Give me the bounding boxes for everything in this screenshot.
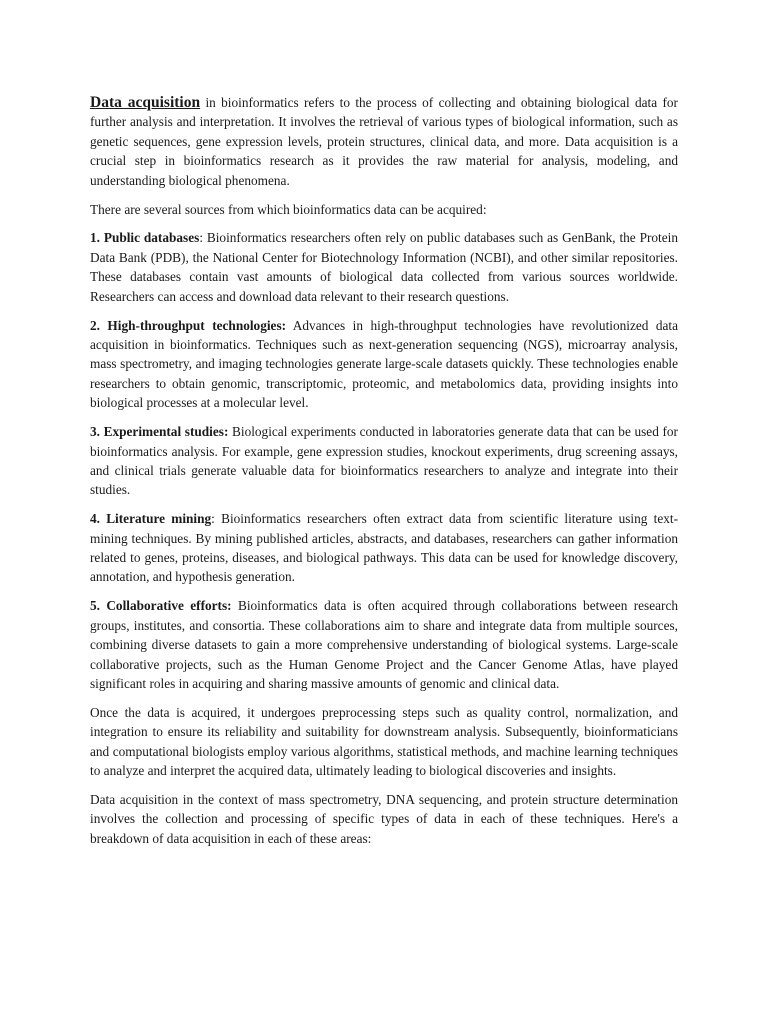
- source-item-literature-mining: [90, 509, 678, 587]
- intro-paragraph: [90, 93, 678, 190]
- item-text: Biological experiments conducted in laboratories generate data that can be used for bioinformatics analysis. For example, gene expression studies, knockout experiments, drug screening assays, and clinical trials generate valuable data for bioinformatics researchers to analyze and integrate into their studies.: [90, 424, 678, 498]
- source-item-collaborative-efforts: [90, 596, 678, 693]
- source-item-experimental-studies: [90, 422, 678, 500]
- item-text: Advances in high-throughput technologies have revolutionized data acquisition in bioinformatics. Techniques such as next-generation sequencing (NGS), microarray analysis, mass spectrometry, and imaging technologies generate large-scale datasets quickly. These technologies enable researchers to obtain genomic, transcriptomic, proteomic, and metabolomics data, providing insights into biological processes at a molecular level.: [90, 317, 679, 411]
- item-label: 1. Public databases: [90, 230, 200, 246]
- item-label: 5. Collaborative efforts:: [90, 598, 232, 614]
- item-label: 4. Literature mining: [90, 511, 212, 527]
- processing-paragraph: Once the data is acquired, it undergoes preprocessing steps such as quality control, normalization, and integration to ensure its reliability and suitability for downstream analysis. Subsequently, bioinformaticians and computational biologists employ various algorithms, statistical methods, and machine learning techniques to analyze and interpret the acquired data, ultimately leading to biological discoveries and insights.: [90, 704, 678, 779]
- closing-paragraph: Data acquisition in the context of mass spectrometry, DNA sequencing, and protein structure determination involves the collection and processing of specific types of data in each of these techniques. Here's a breakdown of data acquisition in each of these areas:: [90, 792, 678, 846]
- sources-intro-paragraph: There are several sources from which bioinformatics data can be acquired:: [90, 201, 487, 217]
- source-item-public-databases: [90, 228, 678, 306]
- item-label: 3. Experimental studies:: [90, 424, 229, 440]
- item-text: Bioinformatics data is often acquired through collaborations between research groups, institutes, and consortia. These collaborations aim to share and integrate data from multiple sources, combining diverse datasets to gain a more comprehensive understanding of biological systems. Large-scale collaborative projects, such as the Human Genome Project and the Cancer Genome Atlas, have played significant roles in acquiring and sharing massive amounts of genomic and clinical data.: [90, 598, 678, 691]
- item-label: 2. High-throughput technologies:: [90, 317, 287, 333]
- item-text: : Bioinformatics researchers often rely on public databases such as GenBank, the Protein Data Bank (PDB), the National Center for Biotechnology Information (NCBI), and other similar repositories. These databases contain vast amounts of biological data collected from various sources worldwide. Researchers can access and download data relevant to their research questions.: [90, 230, 678, 304]
- source-item-high-throughput: [90, 316, 678, 413]
- document-title: Data acquisition: [90, 94, 201, 111]
- intro-text: in bioinformatics refers to the process of collecting and obtaining biological data for further analysis and interpretation. It involves the retrieval of various types of biological information, such as genetic sequences, gene expression levels, protein structures, clinical data, and more. Data acquisition is a crucial step in bioinformatics research as it provides the raw material for analysis, modeling, and understanding biological phenomena.: [90, 95, 678, 188]
- item-text: : Bioinformatics researchers often extract data from scientific literature using text-mining techniques. By mining published articles, abstracts, and databases, researchers can gather information related to genes, proteins, diseases, and biological pathways. This data can be used for knowledge discovery, annotation, and hypothesis generation.: [90, 511, 678, 585]
- document-page: [90, 93, 678, 858]
